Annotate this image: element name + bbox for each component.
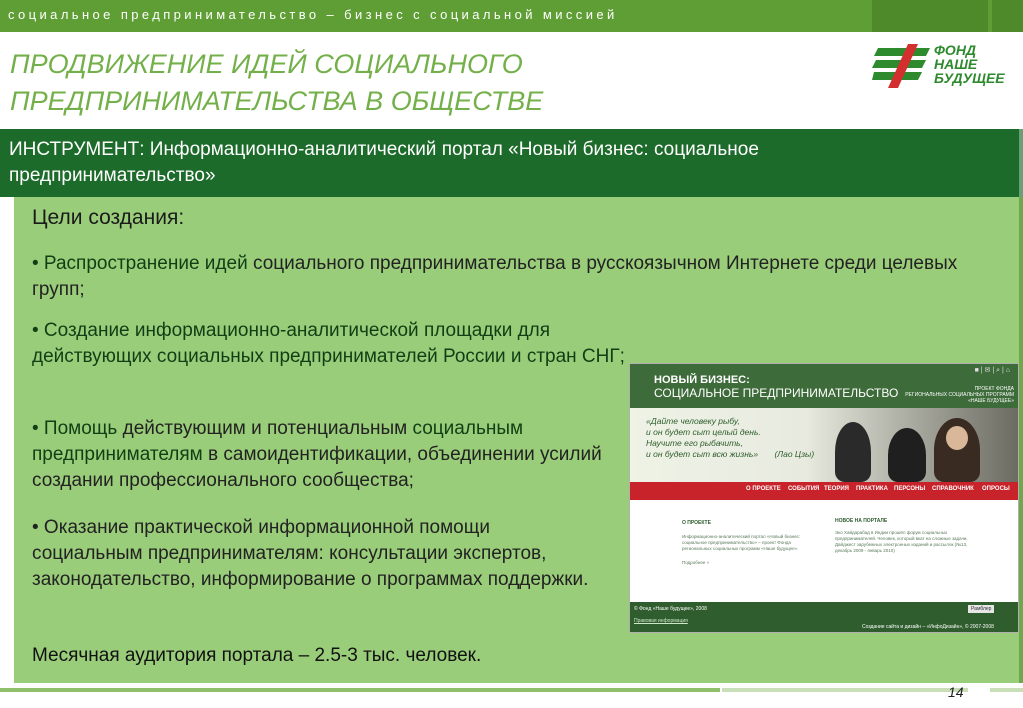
goal-text: • Оказание практической информационной помощи социальным предпринимателям: консультации экспертов, законодательство, информирование о программах поддержки. <box>32 517 589 590</box>
content-panel-edge <box>1019 197 1023 683</box>
portal-project-line: «НАШЕ БУДУЩЕЕ» <box>968 398 1014 404</box>
portal-project-line: ПРОЕКТ ФОНДА <box>974 386 1014 392</box>
portal-nav-item[interactable]: ТЕОРИЯ <box>824 486 849 492</box>
portal-nav-item[interactable]: СПРАВОЧНИК <box>932 486 974 492</box>
goal-text: в самоидентификации, объединении усилий создании профессионального сообщества; <box>32 444 602 491</box>
goals-heading: Цели создания: <box>32 206 185 229</box>
goal-item <box>32 515 592 593</box>
portal-nav-item[interactable]: СОБЫТИЯ <box>788 486 820 492</box>
bottom-rule <box>0 688 720 692</box>
slide-title-line-2: ПРЕДПРИНИМАТЕЛЬСТВА В ОБЩЕСТВЕ <box>10 86 544 116</box>
goal-emphasis: • Распространение идей <box>32 253 248 274</box>
goal-item <box>32 251 992 303</box>
goal-text: действующим и потенциальным <box>117 418 413 439</box>
portal-footer-legal-link[interactable]: Правовая информация <box>634 618 688 624</box>
tagline: социальное предпринимательство – бизнес с социальной миссией <box>8 7 618 22</box>
quote-author: (Лао Цзы) <box>774 449 815 459</box>
bottom-rule <box>990 688 1023 692</box>
instrument-banner <box>0 129 1023 197</box>
portal-nav <box>630 482 1019 500</box>
page-number: 14 <box>948 684 964 700</box>
person-silhouette <box>835 422 871 482</box>
portal-nav-item[interactable]: ПРАКТИКА <box>856 486 888 492</box>
portal-news-heading: НОВОЕ НА ПОРТАЛЕ <box>835 518 888 524</box>
goal-emphasis: социальным предпринимателям <box>32 418 524 465</box>
portal-project-label <box>905 386 1014 404</box>
fund-logo <box>872 40 1005 90</box>
goal-text: • Создание информационно-аналитической площадки для действующих социальных предпринимателей России и стран СНГ; <box>32 320 625 367</box>
portal-nav-item[interactable]: О ПРОЕКТЕ <box>746 486 781 492</box>
person-face <box>946 426 968 450</box>
banner-text: ИНСТРУМЕНТ: Информационно-аналитический портал «Новый бизнес: социальное предпринимательство» <box>9 139 759 186</box>
audience-note: Месячная аудитория портала – 2.5-3 тыс. человек. <box>32 645 482 666</box>
top-bar <box>0 0 1023 32</box>
quote-line: Научите его рыбачить, <box>646 438 744 448</box>
portal-footer-credit: Создание сайта и дизайн – «ИнфоДизайн», © 2007-2008 <box>862 624 994 630</box>
portal-about-more-link[interactable]: Подробнее » <box>682 560 710 565</box>
goal-text: социального предпринимательства в русскоязычном Интернете среди целевых групп; <box>32 253 958 300</box>
person-silhouette <box>888 428 926 482</box>
rambler-badge-icon: Рамблер <box>968 605 994 613</box>
portal-footer <box>630 602 1019 633</box>
top-bar-segment <box>872 0 988 32</box>
goal-item <box>32 416 632 494</box>
portal-nav-item[interactable]: ОПРОСЫ <box>982 486 1010 492</box>
quote-line: и он будет сыт всю жизнь» <box>646 449 759 459</box>
portal-news-column <box>835 518 985 554</box>
portal-title-line-2: СОЦИАЛЬНОЕ ПРЕДПРИНИМАТЕЛЬСТВО <box>654 386 899 400</box>
bottom-rule <box>722 688 968 692</box>
logo-mark-icon <box>872 40 934 90</box>
portal-toolbar-icons: ■ | ✉ | ⌕ | ⌂ <box>974 367 1010 374</box>
logo-text: НАШЕ <box>934 56 978 72</box>
top-bar-segment <box>992 0 1023 32</box>
portal-title <box>654 374 898 401</box>
portal-title-line-1: НОВЫЙ БИЗНЕС: <box>654 374 750 386</box>
slide-title-line-1: ПРОДВИЖЕНИЕ ИДЕЙ СОЦИАЛЬНОГО <box>10 49 523 79</box>
portal-about-column <box>682 520 820 566</box>
portal-nav-item[interactable]: ПЕРСОНЫ <box>894 486 926 492</box>
portal-screenshot <box>629 363 1019 633</box>
quote-line: «Дайте человеку рыбу, <box>646 416 740 426</box>
logo-text: ФОНД <box>934 42 977 58</box>
portal-about-text: Информационно-аналитический портал «Новый бизнес: социальное предпринимательство» – проект Фонда региональных социальных программ «Наше будущее». <box>682 534 801 551</box>
portal-project-line: РЕГИОНАЛЬНЫХ СОЦИАЛЬНЫХ ПРОГРАММ <box>905 392 1014 398</box>
logo-text: БУДУЩЕЕ <box>934 70 1005 86</box>
goal-emphasis: • Помощь <box>32 418 118 439</box>
portal-footer-copyright: © Фонд «Наше будущее», 2008 <box>634 606 707 612</box>
portal-header <box>630 364 1019 408</box>
goal-item <box>32 318 632 370</box>
banner-edge <box>1019 129 1023 197</box>
quote-line: и он будет сыт целый день. <box>646 427 761 437</box>
portal-about-heading: О ПРОЕКТЕ <box>682 520 711 526</box>
portal-quote <box>646 416 814 460</box>
portal-news-text: Эко Хайдарабад в Индии прошёл форум социальных предпринимателей. Человек, который вкат на сложные задачи. Дайджест зарубежных электронных изданий и рассылок (№13, декабрь 2009 - январь 2010) <box>835 530 968 553</box>
